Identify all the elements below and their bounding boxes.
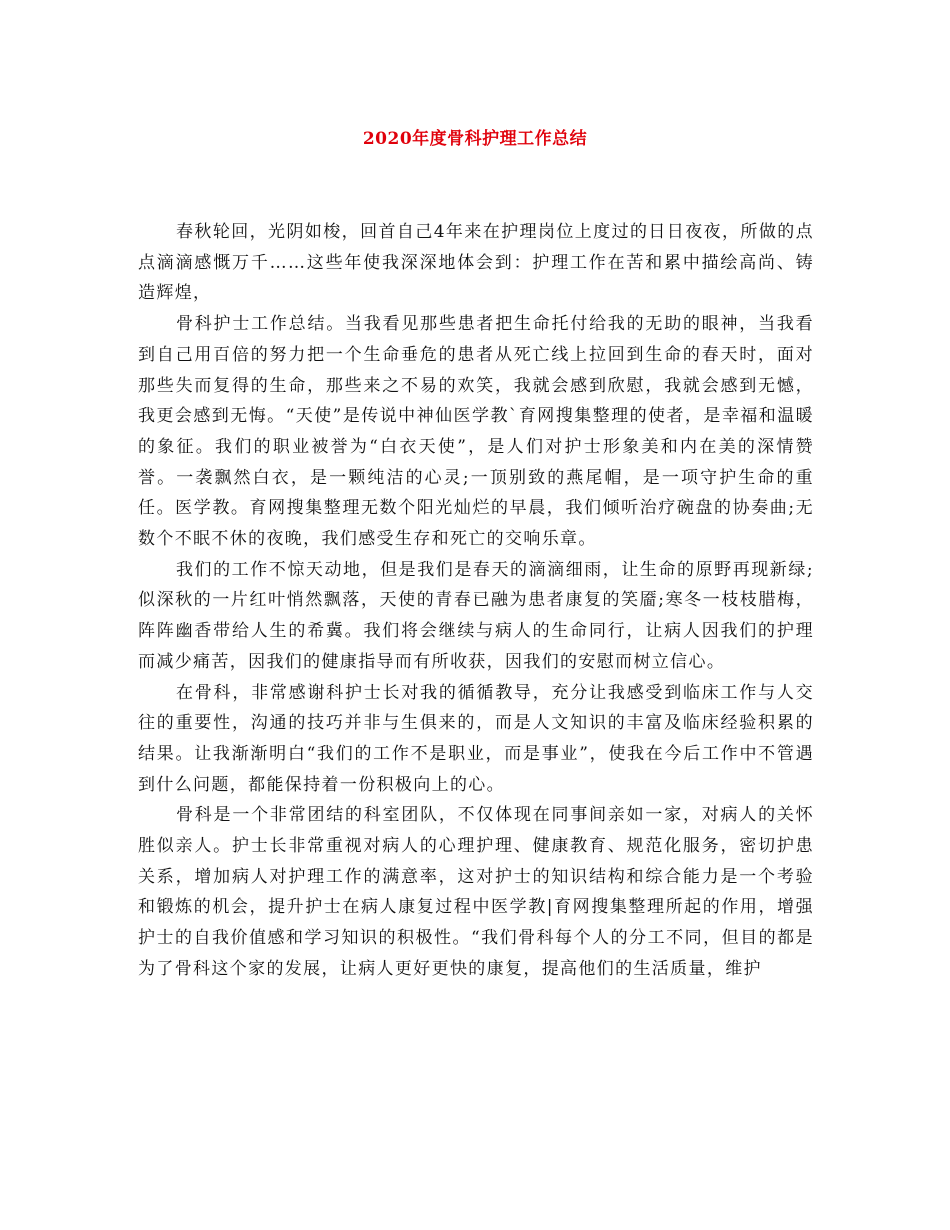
paragraph-3: 我们的工作不惊天动地，但是我们是春天的滴滴细雨，让生命的原野再现新绿;似深秋的一片红叶悄然飘落，天使的青春已融为患者康复的笑靥;寒冬一枝枝腊梅，阵阵幽香带给人生的希冀。我们将会继续与病人的生命同行，让病人因我们的护理而减少痛苦，因我们的健康指导而有所收获，因我们的安慰而树立信心。 (138, 559, 814, 672)
document-body (138, 217, 814, 985)
document-title: 2020年度骨科护理工作总结 (362, 129, 588, 149)
paragraph-2: 骨科护士工作总结。当我看见那些患者把生命托付给我的无助的眼神，当我看到自己用百倍的努力把一个生命垂危的患者从死亡线上拉回到生命的春天时，面对那些失而复得的生命，那些来之不易的欢笑，我就会感到欣慰，我就会感到无憾，我更会感到无悔。“天使”是传说中神仙医学教`育网搜集整理的使者，是幸福和温暖的象征。我们的职业被誉为“白衣天使”，是人们对护士形象美和内在美的深情赞誉。一袭飘然白衣，是一颗纯洁的心灵;一顶别致的燕尾帽，是一项守护生命的重任。医学教。育网搜集整理无数个阳光灿烂的早晨，我们倾听治疗碗盘的协奏曲;无数个不眠不休的夜晚，我们感受生存和死亡的交响乐章。 (138, 314, 814, 550)
paragraph-4: 在骨科，非常感谢科护士长对我的循循教导，充分让我感受到临床工作与人交往的重要性，沟通的技巧并非与生俱来的，而是人文知识的丰富及临床经验积累的结果。让我渐渐明白“我们的工作不是职业，而是事业”，使我在今后工作中不管遇到什么问题，都能保持着一份积极向上的心。 (138, 682, 814, 795)
paragraph-1: 春秋轮回，光阴如梭，回首自己4年来在护理岗位上度过的日日夜夜，所做的点点滴滴感慨万千……这些年使我深深地体会到：护理工作在苦和累中描绘高尚、铸造辉煌， (138, 222, 814, 304)
paragraph-5: 骨科是一个非常团结的科室团队，不仅体现在同事间亲如一家，对病人的关怀胜似亲人。护士长非常重视对病人的心理护理、健康教育、规范化服务，密切护患关系，增加病人对护理工作的满意率，这对护士的知识结构和综合能力是一个考验和锻炼的机会，提升护士在病人康复过程中医学教|育网搜集整理所起的作用，增强护士的自我价值感和学习知识的积极性。“我们骨科每个人的分工不同，但目的都是为了骨科这个家的发展，让病人更好更快的康复，提高他们的生活质量，维护 (138, 805, 814, 979)
